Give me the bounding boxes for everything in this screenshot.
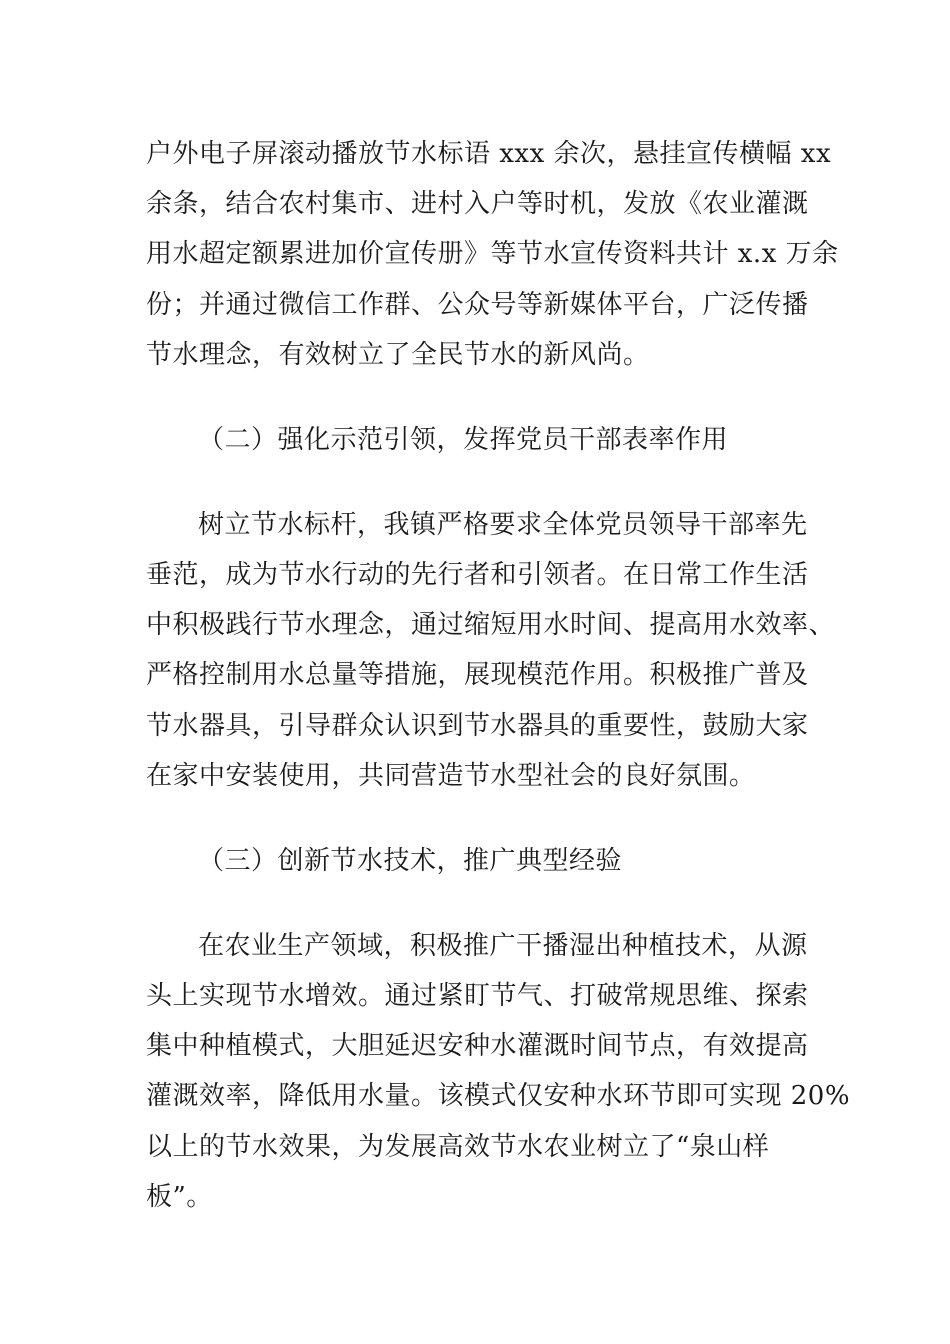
paragraph-line: 在家中安装使用，共同营造节水型社会的良好氛围。 [146,761,756,791]
paragraph-line: 在农业生产领域，积极推广干播湿出种植技术，从源 [198,931,808,961]
section-heading-2: （二）强化示范引领，发挥党员干部表率作用 [198,425,729,455]
paragraph-line: 份；并通过微信工作群、公众号等新媒体平台，广泛传播 [146,290,809,320]
paragraph-line: 余条，结合农村集市、进村入户等时机，发放《农业灌溉 [146,189,809,219]
paragraph-line: 以上的节水效果，为发展高效节水农业树立了“泉山样 [146,1132,770,1162]
paragraph-line: 户外电子屏滚动播放节水标语 xxx 余次，悬挂宣传横幅 xx [146,139,832,169]
paragraph-line: 头上实现节水增效。通过紧盯节气、打破常规思维、探索 [146,981,809,1011]
paragraph-line: 树立节水标杆，我镇严格要求全体党员领导干部率先 [198,510,808,540]
paragraph-line: 用水超定额累进加价宣传册》等节水宣传资料共计 x.x 万余 [146,239,839,269]
paragraph-line: 集中种植模式，大胆延迟安种水灌溉时间节点，有效提高 [146,1031,809,1061]
paragraph-line: 节水器具，引导群众认识到节水器具的重要性，鼓励大家 [146,711,809,741]
paragraph-line: 垂范，成为节水行动的先行者和引领者。在日常工作生活 [146,560,809,590]
paragraph-line: 严格控制用水总量等措施，展现模范作用。积极推广普及 [146,660,809,690]
paragraph-line: 节水理念，有效树立了全民节水的新风尚。 [146,340,650,370]
section-heading-3: （三）创新节水技术，推广典型经验 [198,846,623,876]
paragraph-line: 灌溉效率，降低用水量。该模式仅安种水环节即可实现 20% [146,1081,851,1111]
paragraph-line: 板”。 [146,1182,213,1212]
paragraph-line: 中积极践行节水理念，通过缩短用水时间、提高用水效率、 [146,610,836,640]
